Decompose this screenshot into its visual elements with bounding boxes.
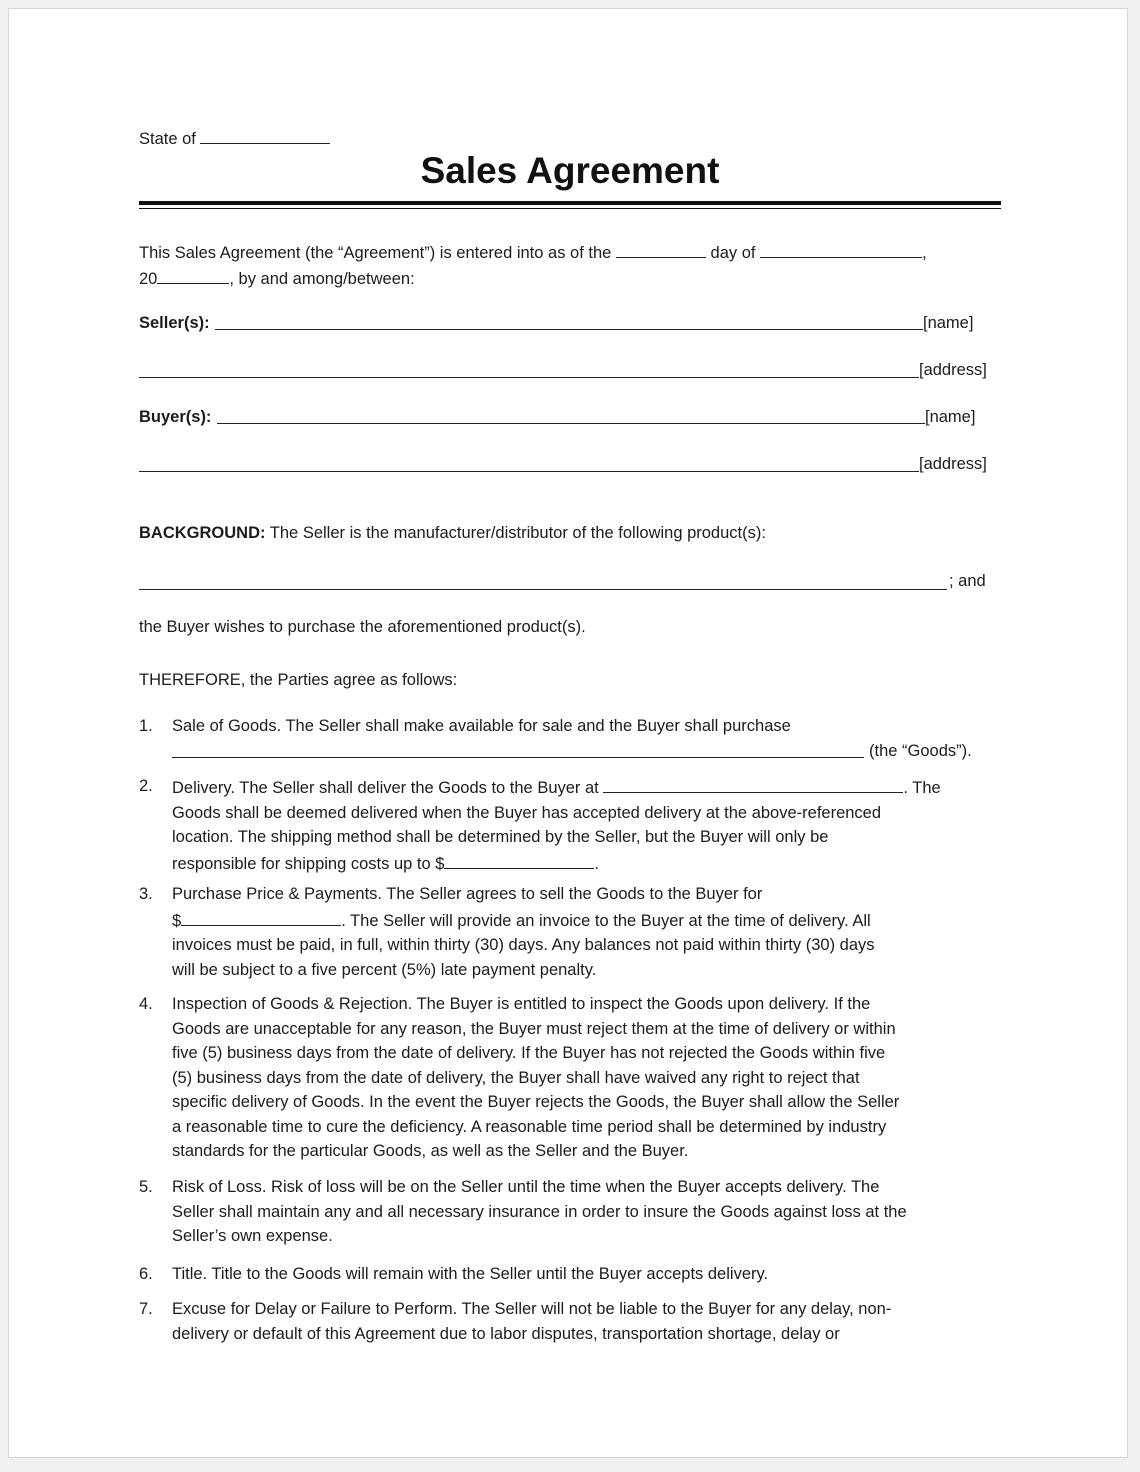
clause-line: five (5) business days from the date of delivery. If the Buyer has not rejected the Goods within five	[172, 1044, 886, 1062]
buyer-address-hint: [address]	[919, 455, 987, 473]
clause-line: Inspection of Goods & Rejection. The Buyer is entitled to inspect the Goods upon delivery. If the	[172, 995, 871, 1013]
buyer-address-blank[interactable]	[139, 451, 919, 472]
year-prefix: 20	[139, 270, 158, 288]
seller-label: Seller(s):	[139, 314, 210, 332]
clause-line: Seller shall maintain any and all necessary insurance in order to insure the Goods against loss at the	[172, 1202, 907, 1221]
month-blank[interactable]	[760, 239, 922, 258]
intro-comma: ,	[922, 244, 927, 262]
price-blank[interactable]	[181, 907, 341, 926]
day-of-text: day of	[710, 244, 756, 262]
clause-line: responsible for shipping costs up to $	[172, 854, 445, 873]
clause-line: Excuse for Delay or Failure to Perform. The Seller will not be liable to the Buyer for any delay, non-	[172, 1300, 892, 1318]
clause-line: Sale of Goods. The Seller shall make available for sale and the Buyer shall purchase	[172, 717, 791, 735]
clause-line: Title. Title to the Goods will remain with the Seller until the Buyer accepts delivery.	[172, 1265, 769, 1283]
clause-line: (5) business days from the date of delivery, the Buyer shall have waived any right to reject that	[172, 1068, 860, 1087]
clause-line: Goods are unacceptable for any reason, the Buyer must reject them at the time of delivery or within	[172, 1019, 896, 1038]
goods-blank[interactable]	[172, 739, 864, 758]
clause-line: standards for the particular Goods, as well as the Seller and the Buyer.	[172, 1142, 689, 1160]
clause-text	[172, 774, 1000, 876]
and-suffix: ; and	[949, 572, 986, 590]
clause-line: Delivery. The Seller shall deliver the Goods to the Buyer at	[172, 779, 599, 797]
clause-text	[172, 992, 1000, 1164]
state-line	[139, 125, 1001, 152]
seller-address-blank[interactable]	[139, 357, 919, 378]
clause-number: 1.	[139, 717, 153, 735]
clause-text	[172, 1297, 1000, 1346]
buyer-name-blank[interactable]	[217, 403, 925, 424]
clause-number: 3.	[139, 885, 153, 903]
seller-name-blank[interactable]	[215, 309, 923, 330]
year-blank[interactable]	[157, 265, 229, 284]
clause-number: 7.	[139, 1300, 153, 1318]
clause-text	[172, 714, 1000, 764]
background-line	[139, 521, 1001, 546]
dollar-sign: $	[172, 911, 182, 930]
clause-line: invoices must be paid, in full, within thirty (30) days. Any balances not paid within thirty (30) days	[172, 936, 875, 954]
clause-line: Risk of Loss. Risk of loss will be on the Seller until the time when the Buyer accepts delivery. The	[172, 1178, 880, 1196]
seller-address-hint: [address]	[919, 361, 987, 379]
clause-line-end: . The	[903, 779, 941, 797]
clause-line-end: .	[594, 854, 600, 873]
clause-number: 2.	[139, 777, 153, 795]
title-rule-thick	[139, 201, 1001, 205]
document-page	[8, 8, 1128, 1458]
shipping-cost-blank[interactable]	[444, 850, 594, 869]
therefore-text: THEREFORE, the Parties agree as follows:	[139, 671, 458, 689]
clause-line: . The Seller will provide an invoice to the Buyer at the time of delivery. All	[341, 911, 871, 930]
clause-line: delivery or default of this Agreement due to labor disputes, transportation shortage, delay or	[172, 1324, 840, 1343]
seller-name-hint: [name]	[923, 314, 974, 332]
buyer-name-hint: [name]	[925, 408, 976, 426]
clause-text	[172, 1262, 1000, 1287]
goods-suffix: (the “Goods”).	[869, 741, 972, 760]
intro-text: This Sales Agreement (the “Agreement”) is entered into as of the	[139, 244, 612, 262]
intro-line-1	[139, 239, 1001, 266]
clause-text	[172, 882, 1000, 982]
document-title: Sales Agreement	[420, 150, 720, 191]
state-blank[interactable]	[200, 125, 330, 144]
clause-line: location. The shipping method shall be determined by the Seller, but the Buyer will only be	[172, 828, 829, 846]
clause-line: Purchase Price & Payments. The Seller agrees to sell the Goods to the Buyer for	[172, 885, 763, 903]
intro-text-2: , by and among/between:	[229, 270, 415, 288]
clause-number: 5.	[139, 1178, 153, 1196]
clause-line: Seller’s own expense.	[172, 1227, 333, 1245]
buyer-label: Buyer(s):	[139, 408, 212, 426]
clause-line: Goods shall be deemed delivered when the Buyer has accepted delivery at the above-referenced	[172, 803, 882, 822]
clause-line: will be subject to a five percent (5%) late payment penalty.	[172, 960, 597, 979]
product-blank[interactable]	[139, 569, 947, 590]
clause-line: specific delivery of Goods. In the event the Buyer rejects the Goods, the Buyer shall allow the Seller	[172, 1093, 900, 1111]
title-rule-thin	[139, 208, 1001, 209]
clause-number: 6.	[139, 1265, 153, 1283]
day-blank[interactable]	[616, 239, 706, 258]
intro-line-2	[139, 265, 1001, 292]
clause-number: 4.	[139, 995, 153, 1013]
background-label: BACKGROUND:	[139, 524, 266, 542]
background-text: The Seller is the manufacturer/distributor of the following product(s):	[269, 524, 766, 542]
clause-line: a reasonable time to cure the deficiency. A reasonable time period shall be determined by industry	[172, 1117, 887, 1136]
delivery-location-blank[interactable]	[603, 774, 903, 793]
clause-text	[172, 1175, 1000, 1249]
buyer-wishes-text: the Buyer wishes to purchase the aforementioned product(s).	[139, 618, 586, 636]
state-label: State of	[139, 130, 196, 148]
